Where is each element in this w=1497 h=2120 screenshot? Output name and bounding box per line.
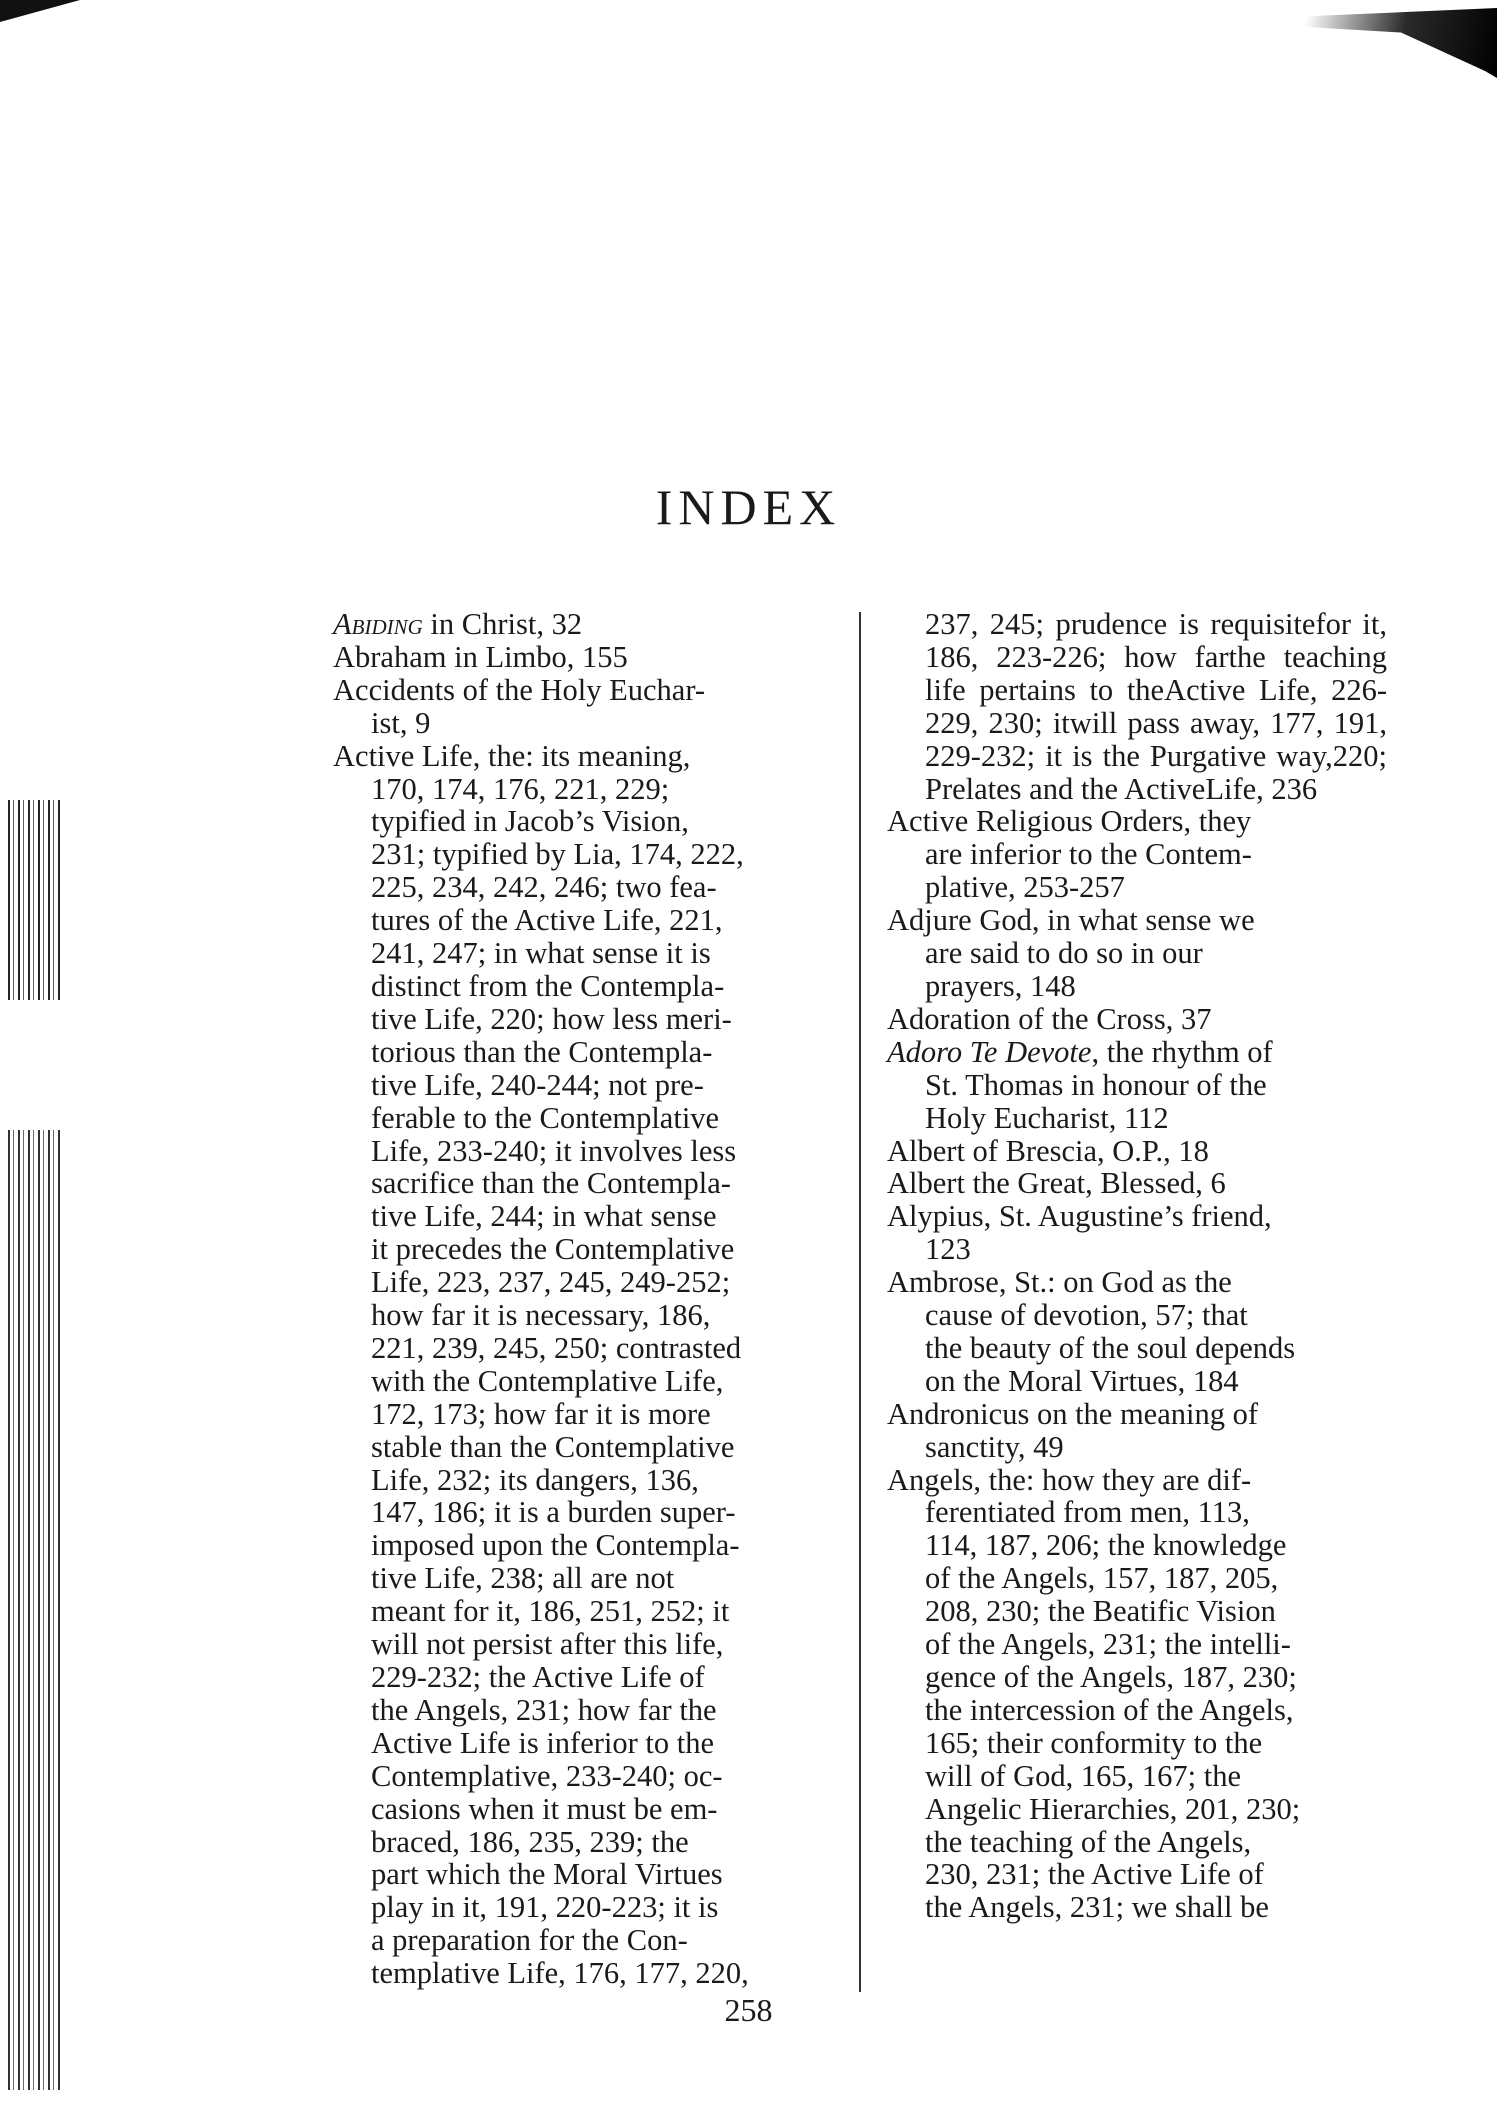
index-entry-line: part which the Moral Virtues [371, 1857, 723, 1892]
index-entry-line: 165; their conformity to the [925, 1725, 1263, 1760]
index-entry-line: are said to do so in our [925, 936, 1203, 971]
scan-binding-edge-upper [8, 800, 63, 1000]
index-entry-line: Adoration of the Cross, 37 [887, 1001, 1212, 1036]
index-entry-line: 147, 186; it is a burden super- [371, 1495, 736, 1530]
index-entry [887, 1003, 1387, 1036]
index-entry-line: templative Life, 176, 177, 220, [371, 1956, 749, 1991]
scan-corner-mark-right [1257, 8, 1497, 78]
index-entry-line: the beauty of the soul depends [925, 1330, 1296, 1365]
index-entry-line: 114, 187, 206; the knowledge [925, 1528, 1287, 1563]
index-entry-line: are inferior to the Contem- [925, 837, 1252, 872]
index-entry [887, 1398, 1387, 1464]
index-entry-line: play in it, 191, 220-223; it is [371, 1890, 719, 1925]
index-entry [887, 805, 1387, 904]
index-entry-line: the Angels, 231; we shall be [925, 1890, 1269, 1925]
index-entry-line: Albert of Brescia, O.P., 18 [887, 1133, 1209, 1168]
index-entry-line: 232; it is the Purgative way, [980, 738, 1333, 773]
index-entry-line: torious than the Contempla- [371, 1034, 713, 1069]
index-entry-line: on the Moral Virtues, 184 [925, 1363, 1239, 1398]
index-entry-line: prayers, 148 [925, 968, 1076, 1003]
index-entry-line: Holy Eucharist, 112 [925, 1100, 1169, 1135]
index-entry [887, 1135, 1387, 1168]
index-entry-line: cause of devotion, 57; that [925, 1298, 1248, 1333]
index-entry-line: Alypius, St. Augustine’s friend, [887, 1199, 1272, 1234]
index-entry-line: Active Life, the: its meaning, [333, 738, 691, 773]
index-entry-line: of the Angels, 231; the intelli- [925, 1627, 1291, 1662]
index-entry-line: tures of the Active Life, 221, [371, 903, 723, 938]
index-entry-line: 172, 173; how far it is more [371, 1396, 711, 1431]
index-entry-line: 230, 231; the Active Life of [925, 1857, 1264, 1892]
index-entry-line: Ambrose, St.: on God as the [887, 1265, 1232, 1300]
page-number: 258 [724, 1992, 773, 2028]
index-entry-line: 220; Prelates and the Active [925, 738, 1387, 806]
index-entry [333, 608, 839, 641]
index-entry-line: Abraham in Limbo, 155 [333, 639, 628, 674]
index-entry-line: the Angels, 231; how far the [371, 1692, 717, 1727]
index-entry-line: tive Life, 238; all are not [371, 1561, 675, 1596]
index-entry-line: Adjure God, in what sense we [887, 903, 1255, 938]
index-entry-line: Andronicus on the meaning of [887, 1396, 1259, 1431]
index-entry-line: it precedes the Contemplative [371, 1232, 735, 1267]
index-entry-line: meant for it, 186, 251, 252; it [371, 1594, 730, 1629]
index-column-left [333, 608, 839, 1990]
index-entry-line: ferentiated from men, 113, [925, 1495, 1250, 1530]
index-entry [887, 1200, 1387, 1266]
index-entry-line: casions when it must be em- [371, 1791, 718, 1826]
index-entry-line: Life, 232; its dangers, 136, [371, 1462, 699, 1497]
index-entry-line: tive Life, 240-244; not pre- [371, 1067, 704, 1102]
index-entry-line: for it, 186, 223-226; how far [925, 607, 1387, 674]
index-column-right [887, 608, 1387, 1924]
index-entry-line: 237, 245; prudence is requisite [925, 607, 1316, 641]
index-entry-line: of the Angels, 157, 187, 205, [925, 1561, 1279, 1596]
index-entry-line: imposed upon the Contempla- [371, 1528, 740, 1563]
index-entry-line: Angelic Hierarchies, 201, 230; [925, 1791, 1301, 1826]
index-entry-line: will of God, 165, 167; the [925, 1758, 1241, 1793]
index-entry-line: Albert the Great, Blessed, 6 [887, 1166, 1226, 1201]
index-entry-line: Life, 233-240; it involves less [371, 1133, 737, 1168]
index-entry-line: 221, 239, 245, 250; contrasted [371, 1330, 742, 1365]
index-entry-line: the teaching life pertains to the [925, 639, 1387, 707]
index-entry [887, 1266, 1387, 1398]
index-entry-line: the teaching of the Angels, [925, 1824, 1252, 1859]
index-entry-line: Life, 236 [1205, 771, 1318, 806]
index-entry-line: 208, 230; the Beatific Vision [925, 1594, 1276, 1629]
index-entry-line: sacrifice than the Contempla- [371, 1166, 731, 1201]
index-entry [887, 608, 1387, 805]
index-entry-line: 123 [925, 1232, 971, 1267]
index-entry-line: braced, 186, 235, 239; the [371, 1824, 689, 1859]
index-entry-line: St. Thomas in honour of the [925, 1067, 1267, 1102]
index-entry-line: 229-232; the Active Life of [371, 1660, 705, 1694]
index-entry [887, 1464, 1387, 1925]
scan-binding-edge-lower [8, 1130, 63, 2090]
index-entry-line: the intercession of the Angels, [925, 1692, 1294, 1727]
index-entry-line: how far it is necessary, 186, [371, 1298, 711, 1333]
index-entry [333, 740, 839, 1990]
index-entry-line: Life, 223, 237, 245, 249-252; [371, 1265, 731, 1300]
index-entry-line: ferable to the Contemplative [371, 1100, 720, 1135]
page-title: INDEX [655, 479, 842, 535]
index-entry-line: 241, 247; in what sense it is [371, 936, 711, 971]
index-entry-line: Angels, the: how they are dif- [887, 1462, 1252, 1497]
index-entry-line: with the Contemplative Life, [371, 1363, 724, 1398]
index-entry [887, 1036, 1387, 1135]
index-entry-line: sanctity, 49 [925, 1429, 1064, 1464]
index-entry-line: Contemplative, 233-240; oc- [371, 1758, 723, 1793]
index-entry-line: tive Life, 244; in what sense [371, 1199, 717, 1234]
index-entry-line: Accidents of the Holy Euchar- [333, 672, 706, 707]
scan-corner-mark-left [0, 0, 80, 22]
column-divider [859, 612, 861, 1992]
index-entry-line: Adoro Te Devote, the rhythm of [887, 1034, 1273, 1069]
index-entry-line: stable than the Contemplative [371, 1429, 735, 1464]
index-entry-line: distinct from the Contempla- [371, 968, 725, 1003]
index-entry-line: Active Life, 226-229, 230; it [925, 672, 1387, 740]
index-entry-line: a preparation for the Con- [371, 1923, 688, 1958]
index-entry [887, 1167, 1387, 1200]
index-entry-line: Abiding in Christ, 32 [333, 607, 583, 641]
index-entry-line: 170, 174, 176, 221, 229; [371, 771, 670, 806]
index-entry-line: Active Life is inferior to the [371, 1725, 715, 1760]
index-entry-line: will pass away, 177, 191, 229- [925, 705, 1387, 773]
index-entry-line: Active Religious Orders, they [887, 804, 1252, 839]
index-entry-line: typified in Jacob’s Vision, [371, 804, 689, 839]
index-entry [887, 904, 1387, 1003]
index-entry [333, 674, 839, 740]
index-entry-line: ist, 9 [371, 705, 431, 740]
index-entry [333, 641, 839, 674]
index-entry-line: tive Life, 220; how less meri- [371, 1001, 732, 1036]
index-entry-line: 231; typified by Lia, 174, 222, [371, 837, 744, 872]
index-entry-line: 225, 234, 242, 246; two fea- [371, 870, 717, 905]
index-entry-line: will not persist after this life, [371, 1627, 724, 1662]
index-entry-line: gence of the Angels, 187, 230; [925, 1660, 1297, 1694]
index-entry-line: plative, 253-257 [925, 870, 1125, 905]
